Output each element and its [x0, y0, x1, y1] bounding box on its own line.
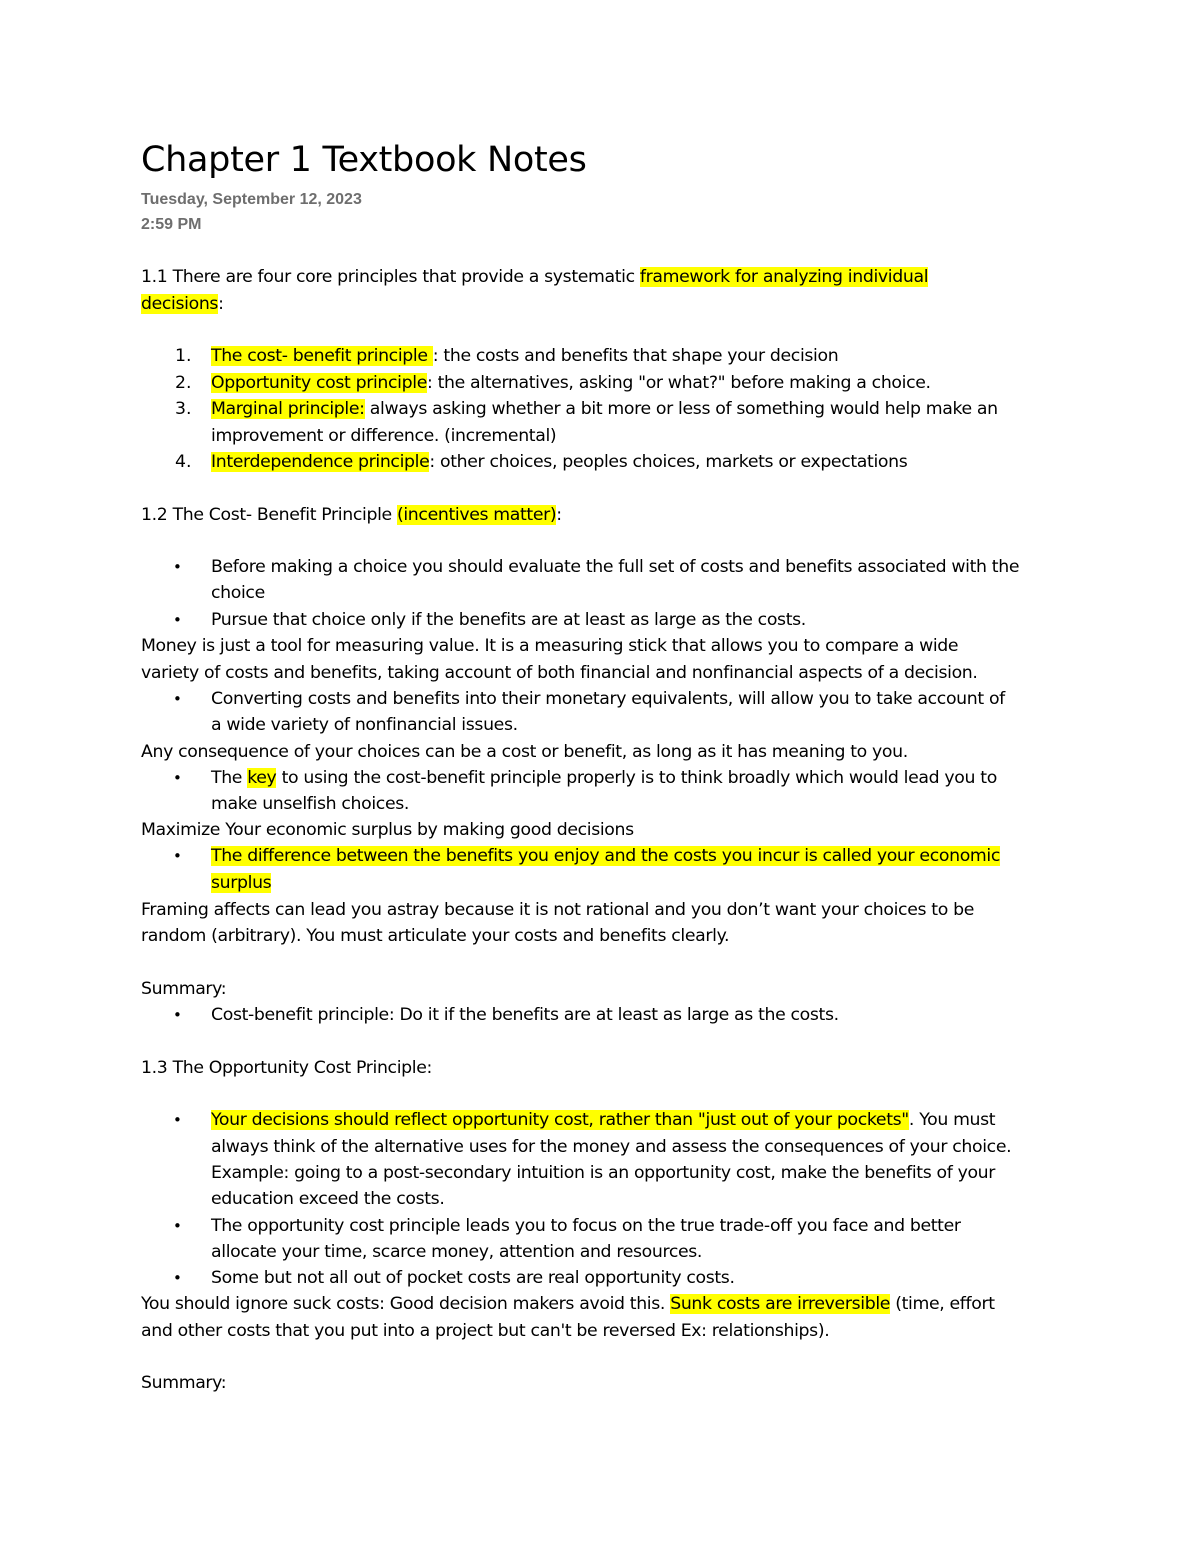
- summary-label: Summary:: [141, 1373, 227, 1393]
- bullet-icon: •: [173, 558, 182, 576]
- summary-label: Summary:: [141, 979, 227, 999]
- page-title: Chapter 1 Textbook Notes: [141, 140, 587, 180]
- bullet-icon: •: [173, 769, 182, 787]
- surplus-highlight-2: surplus: [211, 873, 272, 893]
- paragraph: Framing affects can lead you astray because it is not rational and you don’t want your choices to be: [141, 900, 974, 920]
- bullet-text: Some but not all out of pocket costs are real opportunity costs.: [211, 1268, 735, 1288]
- heading-end: :: [556, 505, 562, 525]
- bullet-text-cont: allocate your time, scarce money, attention and resources.: [211, 1242, 703, 1262]
- paragraph-cont: and other costs that you put into a project but can't be reversed Ex: relationships).: [141, 1321, 830, 1341]
- intro-highlight: framework for analyzing individual: [639, 267, 929, 287]
- section-1-1-intro-cont: [141, 291, 224, 317]
- bullet-icon: •: [173, 611, 182, 629]
- principle-desc: : other choices, peoples choices, markets or expectations: [429, 452, 908, 472]
- surplus-highlight: The difference between the benefits you enjoy and the costs you incur is called your economic: [211, 846, 1001, 866]
- bullet-icon: •: [173, 690, 182, 708]
- list-number: 1.: [175, 346, 192, 366]
- opportunity-highlight: Your decisions should reflect opportunity cost, rather than "just out of your pockets": [211, 1110, 909, 1130]
- list-item: [211, 370, 931, 396]
- bullet-text: Pursue that choice only if the benefits are at least as large as the costs.: [211, 610, 806, 630]
- paragraph-start: You should ignore suck costs: Good decision makers avoid this.: [141, 1294, 671, 1314]
- paragraph-cont: variety of costs and benefits, taking account of both financial and nonfinancial aspects of a decision.: [141, 663, 978, 683]
- key-highlight: key: [247, 768, 277, 788]
- bullet-text-cont: a wide variety of nonfinancial issues.: [211, 715, 518, 735]
- paragraph-cont: random (arbitrary). You must articulate your costs and benefits clearly.: [141, 926, 730, 946]
- bullet-icon: •: [173, 1269, 182, 1287]
- principle-name: The cost- benefit principle: [211, 346, 433, 366]
- intro-end: :: [218, 294, 224, 314]
- intro-text: 1.1 There are four core principles that provide a systematic: [141, 267, 640, 287]
- bullet-text: [211, 843, 1000, 869]
- note-time: 2:59 PM: [141, 216, 202, 233]
- bullet-icon: •: [173, 1217, 182, 1235]
- intro-highlight-2: decisions: [141, 294, 219, 314]
- bullet-text-cont: make unselfish choices.: [211, 794, 410, 814]
- section-1-3-heading: 1.3 The Opportunity Cost Principle:: [141, 1058, 432, 1078]
- bullet-text: [211, 765, 997, 791]
- bullet-icon: •: [173, 1006, 182, 1024]
- bullet-text: Converting costs and benefits into their monetary equivalents, will allow you to take account of: [211, 689, 1005, 709]
- principle-name: Interdependence principle: [211, 452, 430, 472]
- list-number: 3.: [175, 399, 192, 419]
- paragraph: Any consequence of your choices can be a cost or benefit, as long as it has meaning to you.: [141, 742, 908, 762]
- sunk-cost-highlight: Sunk costs are irreversible: [670, 1294, 891, 1314]
- bullet-text: Before making a choice you should evaluate the full set of costs and benefits associated with the: [211, 557, 1020, 577]
- section-1-1-intro: [141, 264, 928, 290]
- paragraph: Maximize Your economic surplus by making good decisions: [141, 820, 634, 840]
- bullet-icon: •: [173, 1111, 182, 1129]
- paragraph-end: (time, effort: [890, 1294, 995, 1314]
- list-number: 2.: [175, 373, 192, 393]
- bullet-icon: •: [173, 847, 182, 865]
- principle-desc: : the costs and benefits that shape your decision: [432, 346, 839, 366]
- paragraph: [141, 1291, 995, 1317]
- bullet-text: [211, 1107, 995, 1133]
- bullet-text-cont: [211, 870, 271, 896]
- bullet-text-start: The: [211, 768, 248, 788]
- bullet-text-cont: Example: going to a post-secondary intuition is an opportunity cost, make the benefits of your: [211, 1163, 996, 1183]
- summary-bullet: Cost-benefit principle: Do it if the benefits are at least as large as the costs.: [211, 1005, 839, 1025]
- note-date: Tuesday, September 12, 2023: [141, 191, 362, 208]
- list-item: [211, 343, 838, 369]
- paragraph: Money is just a tool for measuring value. It is a measuring stick that allows you to compare a wide: [141, 636, 959, 656]
- list-item: [211, 396, 998, 422]
- heading-text: 1.2 The Cost- Benefit Principle: [141, 505, 397, 525]
- principle-name: Marginal principle:: [211, 399, 365, 419]
- list-item-cont: improvement or difference. (incremental): [211, 426, 557, 446]
- bullet-text: The opportunity cost principle leads you to focus on the true trade-off you face and better: [211, 1216, 961, 1236]
- heading-highlight: (incentives matter): [396, 505, 557, 525]
- principle-name: Opportunity cost principle: [211, 373, 427, 393]
- list-item: [211, 449, 907, 475]
- bullet-text-cont: education exceed the costs.: [211, 1189, 445, 1209]
- principle-desc: always asking whether a bit more or less of something would help make an: [364, 399, 998, 419]
- bullet-text-cont: choice: [211, 583, 265, 603]
- section-1-2-heading: [141, 502, 562, 528]
- principle-desc: : the alternatives, asking "or what?" before making a choice.: [426, 373, 931, 393]
- list-number: 4.: [175, 452, 192, 472]
- bullet-text-end: to using the cost-benefit principle properly is to think broadly which would lead you to: [276, 768, 997, 788]
- bullet-text-cont: always think of the alternative uses for the money and assess the consequences of your choice.: [211, 1137, 1012, 1157]
- bullet-text-end: . You must: [908, 1110, 996, 1130]
